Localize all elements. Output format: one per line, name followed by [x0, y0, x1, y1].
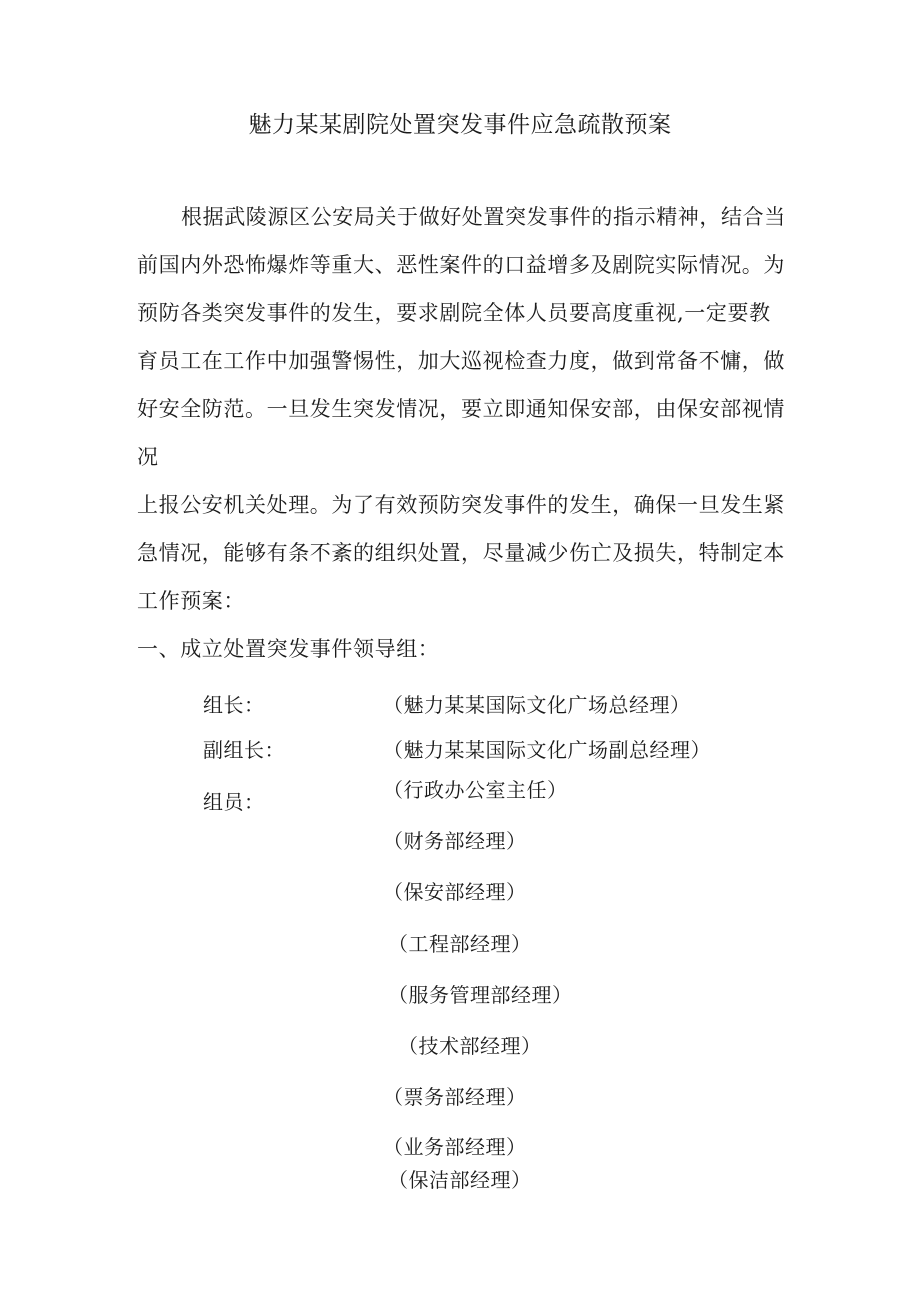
intro-line: 育员工在工作中加强警惕性，加大巡视检查力度，做到常备不慵，做: [137, 349, 785, 373]
second-paragraph: [137, 481, 787, 673]
member-item-clipped: （业务部经理）: [383, 1135, 527, 1159]
intro-line: 况: [137, 445, 159, 469]
intro-line: 前国内外恐怖爆炸等重大、恶性案件的口益增多及剧院实际情况。为: [137, 253, 785, 277]
member-item: （保洁部经理）: [388, 1168, 532, 1192]
deputy-label: 副组长：: [203, 738, 285, 762]
deputy-value: （魅力某某国际文化广场副总经理）: [383, 738, 711, 762]
member-item: （工程部经理）: [388, 932, 532, 956]
intro-paragraph: [137, 193, 787, 481]
member-item: （技术部经理）: [398, 1034, 542, 1058]
member-item: （票务部经理）: [383, 1085, 527, 1109]
member-item: （服务管理部经理）: [388, 983, 573, 1007]
member-label: 组员：: [203, 790, 265, 814]
section-heading: 一、成立处置突发事件领导组：: [137, 637, 440, 661]
member-item: （财务部经理）: [383, 829, 527, 853]
second-line: 上报公安机关处理。为了有效预防突发事件的发生，确保一旦发生紧: [137, 493, 785, 517]
leader-value: （魅力某某国际文化广场总经理）: [383, 693, 691, 717]
intro-line: 根据武陵源区公安局关于做好处置突发事件的指示精神，结合当: [181, 205, 786, 229]
intro-line: 好安全防范。一旦发生突发情况，要立即通知保安部，由保安部视情: [137, 397, 785, 421]
document-title: 魅力某某剧院处置突发事件应急疏散预案: [248, 112, 672, 138]
second-line: 急情况，能够有条不紊的组织处置，尽量减少伤亡及损失，特制定本: [137, 541, 785, 565]
second-line: 工作预案：: [137, 589, 245, 613]
member-item: （行政办公室主任）: [383, 778, 568, 802]
intro-line: 预防各类突发事件的发生，要求剧院全体人员要高度重视,一定要教: [137, 301, 771, 325]
leader-label: 组长：: [203, 693, 265, 717]
member-item: （保安部经理）: [383, 880, 527, 904]
